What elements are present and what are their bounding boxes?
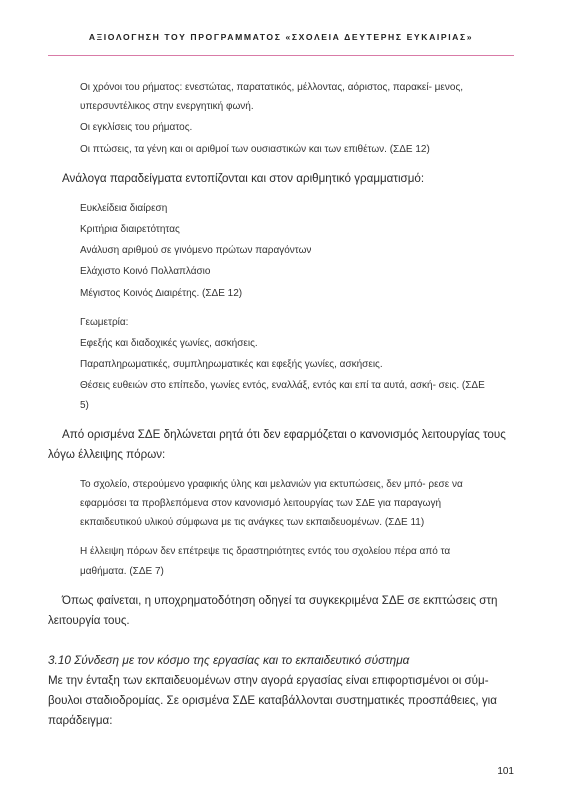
quote-geometry-item: Παραπληρωματικές, συμπληρωματικές και εφεξής γωνίες, ασκήσεις. <box>80 359 383 371</box>
quote-math-item: Ελάχιστο Κοινό Πολλαπλάσιο <box>80 266 211 278</box>
spacer <box>48 532 514 542</box>
spacer <box>48 159 514 169</box>
page-number: 101 <box>497 766 514 777</box>
spacer <box>48 189 514 199</box>
running-header: ΑΞΙΟΛΟΓΗΣΗ ΤΟΥ ΠΡΟΓΡΑΜΜΑΤΟΣ «ΣΧΟΛΕΙΑ ΔΕΥΤΕΡΗΣ ΕΥΚΑΙΡΙΑΣ» <box>88 32 474 42</box>
spacer <box>48 581 514 591</box>
quote-math-item: Κριτήρια διαιρετότητας <box>80 224 180 236</box>
page-content <box>48 78 514 731</box>
spacer <box>48 415 514 425</box>
quote-math-item: Μέγιστος Κοινός Διαιρέτης. (ΣΔΕ 12) <box>80 287 243 299</box>
quote-math-item: Ευκλείδεια διαίρεση <box>80 202 168 214</box>
quote-math-item: Ανάλυση αριθμού σε γινόμενο πρώτων παραγόντων <box>80 245 312 257</box>
quote-activities: Η έλλειψη πόρων δεν επέτρεψε τις δραστηριότητες εντός του σχολείου πέρα από τα μαθήματα. (ΣΔΕ 7) <box>80 546 451 577</box>
paragraph-underfunding: Όπως φαίνεται, η υποχρηματοδότηση οδηγεί τα συγκεκριμένα ΣΔΕ σε εκπτώσεις στη λειτουργία τους. <box>48 593 498 627</box>
spacer <box>48 303 514 313</box>
quote-school-supplies: Το σχολείο, στερούμενο γραφικής ύλης και μελανιών για εκτυπώσεις, δεν μπό- ρεσε να εφαρμόσει τα προβλεπόμενα στον κανονισμό λειτουργίας των ΣΔΕ για παραγωγή εκπαιδευτικού υλικού σύμφωνα με τις ανάγκες των εκπαιδευομένων. (ΣΔΕ 11) <box>80 478 463 529</box>
spacer <box>48 465 514 475</box>
paragraph-lack-of-resources: Από ορισμένα ΣΔΕ δηλώνεται ρητά ότι δεν εφαρμόζεται ο κανονισμός λειτουργίας τους λόγω έλλειψης πόρων: <box>48 427 506 461</box>
quote-geometry-label: Γεωμετρία: <box>80 316 129 328</box>
header-rule <box>48 55 514 56</box>
paragraph-numeracy-intro: Ανάλογα παραδείγματα εντοπίζονται και στον αριθμητικό γραμματισμό: <box>62 171 425 185</box>
quote-geometry-item: Θέσεις ευθειών στο επίπεδο, γωνίες εντός, εναλλάξ, εντός και επί τα αυτά, ασκή- σεις. (ΣΔΕ 5) <box>80 380 485 411</box>
quote-geometry-item: Εφεξής και διαδοχικές γωνίες, ασκήσεις. <box>80 338 258 350</box>
quote-verb-tenses: Οι χρόνοι του ρήματος: ενεστώτας, παρατατικός, μέλλοντας, αόριστος, παρακεί- μενος, υπερσυντέλικος στην ενεργητική φωνή. <box>80 82 464 113</box>
paragraph-career-counselors: Με την ένταξη των εκπαιδευομένων στην αγορά εργασίας είναι επιφορτισμένοι οι σύμ- βουλοι σταδιοδρομίας. Σε ορισμένα ΣΔΕ καταβάλλονται συστηματικές προσπάθειες, για παράδειγμα: <box>48 673 497 727</box>
quote-verb-moods: Οι εγκλίσεις του ρήματος. <box>80 122 193 134</box>
section-heading: 3.10 Σύνδεση με τον κόσμο της εργασίας και το εκπαιδευτικό σύστημα <box>48 652 410 667</box>
quote-noun-cases: Οι πτώσεις, τα γένη και οι αριθμοί των ουσιαστικών και των επιθέτων. (ΣΔΕ 12) <box>80 143 430 155</box>
